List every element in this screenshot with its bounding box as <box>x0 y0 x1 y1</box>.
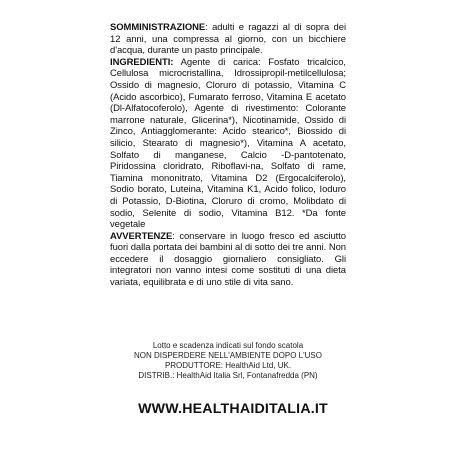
ingredienti-text: Agente di carica: Fosfato tricalcico, Cellulosa microcristallina, Idrossipropil-metilcellulosa; Ossido di magnesio, Cloruro di potassio, Vitamina C (Acido ascorbico), Fumarato ferroso, Vitamina E acetato (Dl-Alfatocoferolo), Agente di rivestimento: Colorante marrone naturale, Glicerina*), Nicotinamide, Ossido di Zinco, Antiagglomerante: Acido stearico*, Biossido di silicio, Stearato di magnesio*), Vitamina A acetato, Solfato di manganese, Calcio -D-pantotenato, Piridossina cloridrato, Riboflavi-na, Solfato di rame, Tiamina mononitrato, Vitamina D2 (Ergocalciferolo), Sodio borato, Luteina, Vitamina K1, Acido folico, Ioduro di Potassio, D-Biotina, Cloruro di cromo, Molibdato di sodio, Selenite di sodio, Vitamina B12. *Da fonte vegetale <box>110 56 346 231</box>
somministrazione-text: : adulti e ragazzi al di sopra dei 12 anni, una compressa al giorno, con un bicchiere d'acqua, durante un pasto principale. <box>110 22 346 57</box>
website-url: WWW.HEALTHAIDITALIA.IT <box>138 401 328 417</box>
avvertenze-text: : conservare in luogo fresco ed asciutto fuori dalla portata dei bambini al di sotto dei tre anni. Non eccedere il dosaggio giornaliero consigliato. Gli integratori non vanno intesi come sostituti di una dieta variata, equilibrata e di uno stile di vita sano. <box>110 230 346 289</box>
producer-line: PRODUTTORE: HealthAid Ltd, UK. <box>164 360 292 370</box>
somministrazione-heading: SOMMINISTRAZIONE <box>110 22 206 33</box>
label-footer <box>105 341 351 381</box>
ingredienti-heading: INGREDIENTI: <box>110 56 174 68</box>
avvertenze-paragraph <box>110 231 346 289</box>
ingredienti-paragraph <box>110 57 346 231</box>
somministrazione-paragraph <box>110 22 346 57</box>
label-body-text <box>110 22 346 289</box>
avvertenze-heading: AVVERTENZE <box>110 230 173 242</box>
disposal-warning: NON DISPERDERE NELL'AMBIENTE DOPO L'USO <box>134 350 322 360</box>
lot-expiry-note: Lotto e scadenza indicati sul fondo scatola <box>152 341 304 350</box>
distributor-line: DISTRIB.: HealthAid Italia Srl, Fontanafredda (PN) <box>138 370 318 380</box>
